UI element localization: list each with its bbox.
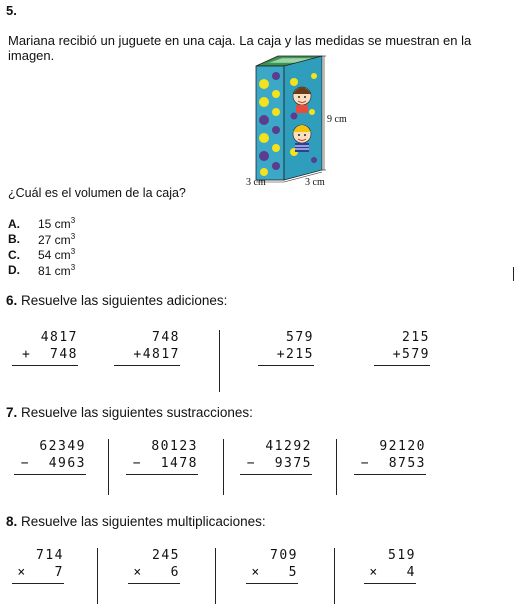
addition-3: 579 +215 — [258, 330, 314, 366]
subtraction-2: 80123 − 1478 — [126, 439, 198, 475]
question-5-prompt: ¿Cuál es el volumen de la caja? — [8, 186, 186, 200]
option-b[interactable]: B. 27 $cm^3$ — [8, 231, 76, 247]
box-depth-label: 3 cm — [305, 177, 325, 188]
divider — [215, 548, 216, 604]
question-7-heading: 7. Resuelve las siguientes sustracciones: — [6, 405, 253, 420]
divider — [108, 439, 109, 495]
divider — [336, 439, 337, 495]
divider — [97, 548, 98, 604]
divider — [219, 330, 220, 392]
multiplication-4: 519 × 4 — [364, 548, 416, 584]
subtraction-1: 62349 − 4963 — [14, 439, 86, 475]
text-cursor — [513, 267, 514, 281]
option-d[interactable]: D. 81 $cm^3$ — [8, 262, 76, 278]
question-8-heading: 8. Resuelve las siguientes multiplicaciones: — [6, 514, 266, 529]
addition-4: 215 +579 — [374, 330, 430, 366]
addition-2: 748 +4817 — [114, 330, 180, 366]
question-5-number: 5. — [6, 3, 17, 18]
divider — [223, 439, 224, 495]
multiplication-2: 245 × 6 — [128, 548, 180, 584]
answer-options — [8, 216, 75, 278]
box-width-label: 3 cm — [246, 177, 266, 188]
subtraction-4: 92120 − 8753 — [354, 439, 426, 475]
divider — [334, 548, 335, 604]
option-a[interactable]: A. 15 $cm^3$ — [8, 216, 76, 232]
question-6-heading: 6. Resuelve las siguientes adiciones: — [6, 293, 228, 308]
question-5-stem: Mariana recibió un juguete en una caja. La caja y las medidas se muestran en la imagen. — [8, 33, 472, 63]
addition-1: 4817 + 748 — [12, 330, 78, 366]
box-height-label: 9 cm — [327, 114, 347, 125]
multiplication-3: 709 × 5 — [246, 548, 298, 584]
multiplication-1: 714 × 7 — [12, 548, 64, 584]
subtraction-3: 41292 − 9375 — [240, 439, 312, 475]
option-c[interactable]: C. 54 $cm^3$ — [8, 247, 76, 263]
